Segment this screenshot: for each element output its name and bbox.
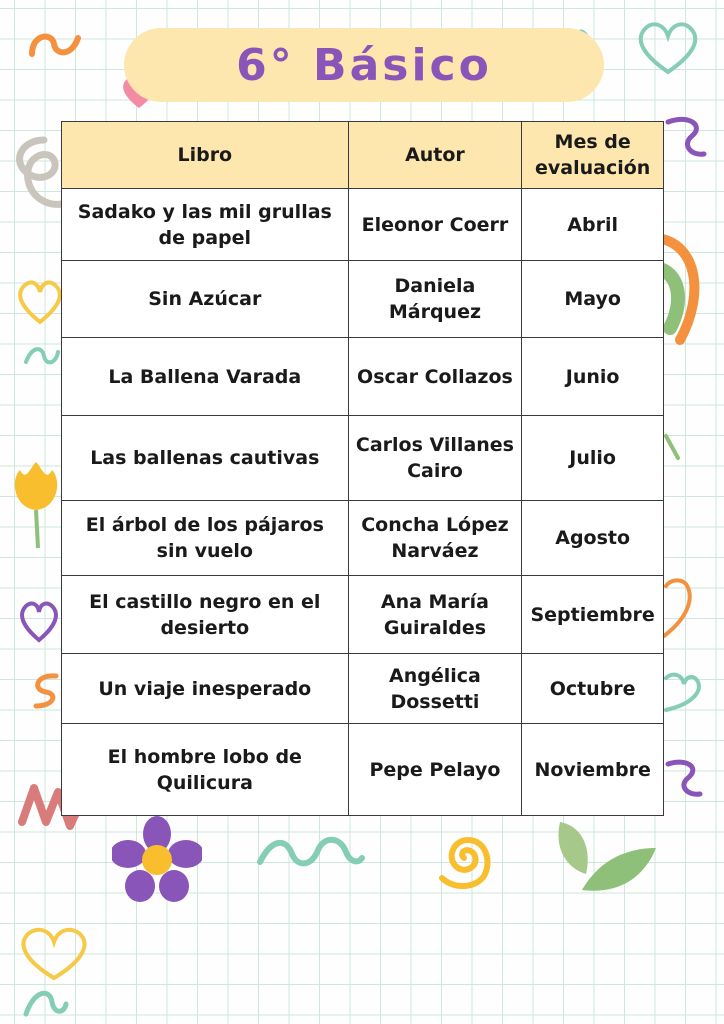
evaluation-month: Agosto	[522, 501, 664, 576]
purple-squiggle-icon	[660, 112, 710, 162]
book-title: El hombre lobo de Quilicura	[62, 724, 349, 816]
table-row	[62, 338, 664, 416]
orange-squiggle-small-icon	[26, 670, 66, 710]
header-libro: Libro	[62, 122, 349, 189]
book-title: Sin Azúcar	[62, 261, 349, 338]
purple-heart-outline-icon	[16, 598, 62, 644]
book-author: Angélica Dossetti	[348, 654, 522, 724]
teal-heart-icon	[632, 16, 704, 78]
teal-wave-small-icon	[22, 344, 62, 368]
book-title: Las ballenas cautivas	[62, 416, 349, 501]
table-row	[62, 576, 664, 654]
header-mes: Mes de evaluación	[522, 122, 664, 189]
book-title: El castillo negro en el desierto	[62, 576, 349, 654]
orange-squiggle-icon	[26, 26, 86, 66]
yellow-heart-icon	[14, 276, 66, 326]
evaluation-month: Septiembre	[522, 576, 664, 654]
teal-squiggle-bottom-icon	[22, 984, 70, 1024]
book-author: Carlos Villanes Cairo	[348, 416, 522, 501]
orange-heart-outline-icon	[660, 576, 694, 640]
purple-flower-icon	[112, 816, 202, 902]
header-autor: Autor	[348, 122, 522, 189]
yellow-spiral-icon	[428, 822, 500, 894]
evaluation-month: Abril	[522, 189, 664, 261]
purple-squiggle-small-icon	[662, 756, 706, 800]
book-author: Daniela Márquez	[348, 261, 522, 338]
yellow-tulip-icon	[8, 460, 64, 550]
yellow-heart-bottom-icon	[16, 924, 92, 982]
grey-spiral-icon	[4, 134, 68, 214]
teal-heart-outline-icon	[662, 668, 704, 718]
book-title: Sadako y las mil grullas de papel	[62, 189, 349, 261]
evaluation-month: Mayo	[522, 261, 664, 338]
book-author: Oscar Collazos	[348, 338, 522, 416]
teal-wave-icon	[254, 834, 366, 872]
green-leaves-icon	[552, 818, 662, 898]
evaluation-month: Noviembre	[522, 724, 664, 816]
book-author: Ana María Guiraldes	[348, 576, 522, 654]
book-author: Pepe Pelayo	[348, 724, 522, 816]
evaluation-month: Octubre	[522, 654, 664, 724]
table-row	[62, 654, 664, 724]
green-leaf-small-icon	[662, 432, 682, 462]
table-row	[62, 416, 664, 501]
reading-list-table	[61, 121, 664, 816]
book-title: El árbol de los pájaros sin vuelo	[62, 501, 349, 576]
table-row	[62, 501, 664, 576]
evaluation-month: Julio	[522, 416, 664, 501]
evaluation-month: Junio	[522, 338, 664, 416]
table-row	[62, 189, 664, 261]
table-row	[62, 261, 664, 338]
book-author: Eleonor Coerr	[348, 189, 522, 261]
table-row	[62, 724, 664, 816]
book-title: La Ballena Varada	[62, 338, 349, 416]
book-title: Un viaje inesperado	[62, 654, 349, 724]
book-author: Concha López Narváez	[348, 501, 522, 576]
page-title: 6° Básico	[236, 39, 492, 91]
table-header-row	[62, 122, 664, 189]
